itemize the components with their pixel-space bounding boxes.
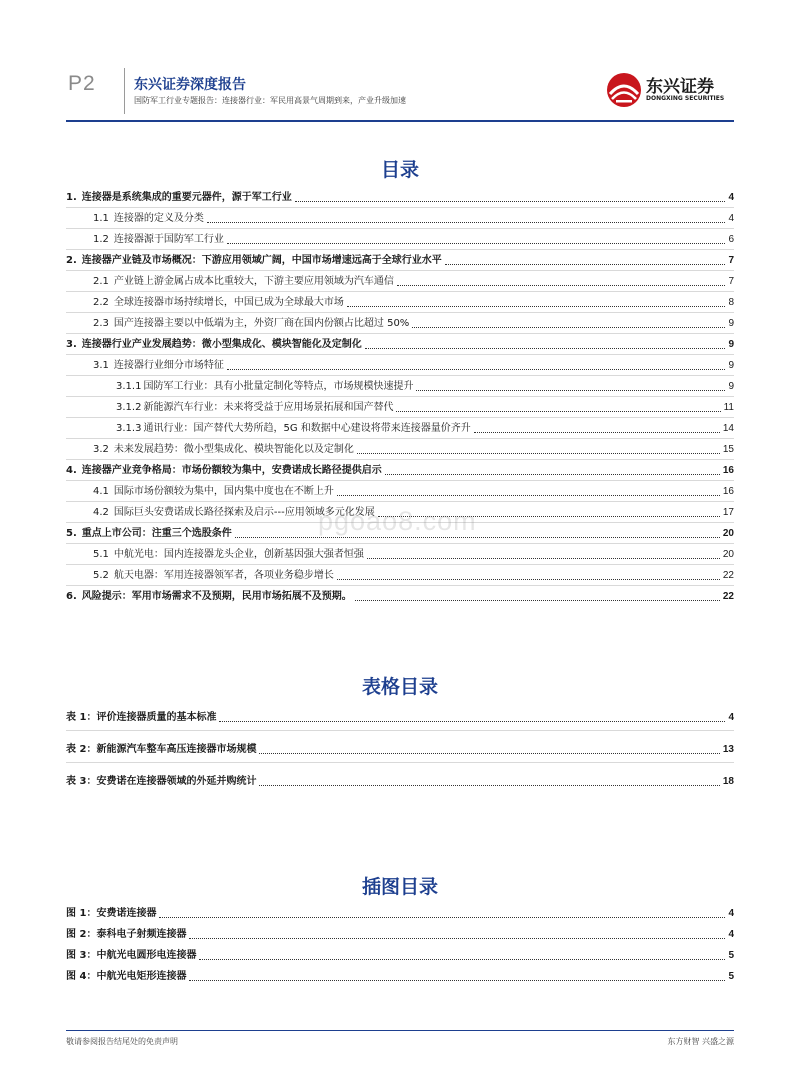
dot-leader [259,753,719,754]
toc-entry-text: 连接器行业产业发展趋势：微小型集成化、模块智能化及定制化 [81,339,362,350]
toc-entry-page: 22 [722,570,734,581]
toc-entry[interactable] [93,568,734,584]
tables-toc-title: 表格目录 [361,676,438,698]
toc-entry[interactable] [93,274,734,290]
dot-leader [445,264,726,265]
toc-entry[interactable] [93,547,734,563]
dot-leader [227,369,726,370]
toc-entry-text: 表 3：安费诺在连接器领域的外延并购统计 [66,776,257,787]
dot-leader [199,959,725,960]
dot-leader [227,243,726,244]
dot-leader [189,938,725,939]
toc-entry-text: 产业链上游金属占成本比重较大，下游主要应用领域为汽车通信 [113,276,394,287]
toc-entry-number: 5. [66,528,77,539]
toc-entry-text: 国际市场份额较为集中，国内集中度也在不断上升 [113,486,334,497]
figure-toc-entry[interactable] [66,948,734,964]
toc-entry[interactable] [93,442,734,458]
toc-title: 目录 [380,159,419,181]
report-subtitle: 国防军工行业专题报告：连接器行业：军民用高景气周期到来，产业升级加速 [134,96,406,105]
toc-entry-page: 20 [722,528,734,539]
toc-entry-page: 4 [728,213,734,224]
toc-entry-page: 7 [728,255,734,266]
toc-entry-number: 3.1.1 [116,381,142,392]
toc-entry-page: 6 [728,234,734,245]
toc-entry-page: 8 [728,297,734,308]
page-number: P2 [68,72,96,95]
figure-toc-entry[interactable] [66,927,734,943]
toc-entry[interactable] [66,463,734,479]
toc-entry[interactable] [116,400,734,416]
toc-entry-page: 4 [728,908,734,919]
toc-entry[interactable] [93,358,734,374]
dot-leader [474,432,720,433]
dot-leader [396,411,720,412]
toc-entry-text: 通讯行业：国产替代大势所趋，5G 和数据中心建设将带来连接器量价齐升 [143,423,471,434]
toc-entry-text: 连接器产业竞争格局：市场份额较为集中，安费诺成长路径提供启示 [81,465,382,476]
toc-entry-page: 20 [722,549,734,560]
row-divider [66,333,734,334]
row-divider [66,396,734,397]
toc-entry-text: 表 1：评价连接器质量的基本标准 [66,712,217,723]
toc-entry-number: 1. [66,192,77,203]
dot-leader [355,600,720,601]
toc-entry-page: 18 [722,776,734,787]
toc-entry-page: 5 [728,950,734,961]
toc-entry-text: 图 2：泰科电子射频连接器 [66,929,187,940]
row-divider [66,270,734,271]
toc-entry-text: 连接器是系统集成的重要元器件，源于军工行业 [81,192,292,203]
toc-entry[interactable] [66,253,734,269]
toc-entry-page: 9 [728,381,734,392]
dot-leader [235,537,720,538]
toc-entry[interactable] [66,337,734,353]
dot-leader [347,306,726,307]
toc-entry-text: 国际巨头安费诺成长路径探索及启示---应用领域多元化发展 [113,507,375,518]
toc-entry-page: 11 [723,402,734,413]
figures-toc-title: 插图目录 [361,876,438,898]
toc-entry-text: 全球连接器市场持续增长，中国已成为全球最大市场 [113,297,344,308]
row-divider [66,312,734,313]
dot-leader [412,327,725,328]
toc-entry-text: 图 1：安费诺连接器 [66,908,157,919]
toc-entry-number: 2. [66,255,77,266]
toc-entry-text: 重点上市公司：注重三个选股条件 [81,528,232,539]
toc-entry-text: 国防军工行业：具有小批量定制化等特点，市场规模快速提升 [143,381,414,392]
row-divider [66,762,734,763]
row-divider [66,501,734,502]
row-divider [66,480,734,481]
toc-entry-page: 9 [728,360,734,371]
toc-entry-page: 22 [722,591,734,602]
toc-entry-text: 航天电器：军用连接器领军者，各项业务稳步增长 [113,570,334,581]
footer-slogan: 东方财智 兴盛之源 [667,1037,734,1046]
row-divider [66,228,734,229]
toc-entry-number: 3.2 [93,444,109,455]
toc-entry[interactable] [66,190,734,206]
brand-title: 东兴证券深度报告 [134,77,246,93]
header-divider [124,68,125,114]
table-toc-entry[interactable] [66,774,734,790]
toc-entry-number: 3.1.3 [116,423,142,434]
toc-entry-page: 7 [728,276,734,287]
toc-entry[interactable] [93,211,734,227]
row-divider [66,207,734,208]
dongxing-logo [606,70,734,112]
row-divider [66,459,734,460]
toc-entry-text: 连接器行业细分市场特征 [113,360,224,371]
dot-leader [337,579,720,580]
toc-entry-number: 3. [66,339,77,350]
toc-entry-number: 5.1 [93,549,109,560]
toc-entry-text: 未来发展趋势：微小型集成化、模块智能化以及定制化 [113,444,354,455]
row-divider [66,249,734,250]
toc-entry[interactable] [116,421,734,437]
dot-leader [337,495,720,496]
toc-entry-page: 16 [722,465,734,476]
toc-entry-text: 图 4：中航光电矩形连接器 [66,971,187,982]
toc-entry-text: 连接器产业链及市场概况：下游应用领域广阔，中国市场增速远高于全球行业水平 [81,255,442,266]
dot-leader [365,348,726,349]
logo-english: DONGXING SECURITIES [646,95,725,102]
report-header [66,66,734,122]
toc-entry-number: 6. [66,591,77,602]
row-divider [66,354,734,355]
toc-entry-number: 5.2 [93,570,109,581]
row-divider [66,585,734,586]
table-toc-entry[interactable] [66,710,734,726]
dot-leader [207,222,726,223]
footer-rule [66,1030,734,1031]
toc-entry-text: 连接器的定义及分类 [113,213,204,224]
toc-entry-page: 16 [722,486,734,497]
toc-entry-page: 17 [722,507,734,518]
toc-entry[interactable] [93,316,734,332]
toc-entry[interactable] [66,589,734,605]
toc-entry-page: 4 [728,712,734,723]
dot-leader [295,201,726,202]
toc-entry[interactable] [93,295,734,311]
toc-entry[interactable] [116,379,734,395]
toc-entry-page: 5 [728,971,734,982]
watermark: pgoao8.com [318,506,477,536]
toc-entry-text: 图 3：中航光电圆形电连接器 [66,950,197,961]
toc-entry-number: 2.2 [93,297,109,308]
dot-leader [219,721,725,722]
toc-entry-page: 15 [722,444,734,455]
toc-entry-page: 13 [722,744,734,755]
toc-entry-text: 表 2：新能源汽车整车高压连接器市场规模 [66,744,257,755]
logo-text: 东兴证券 [646,77,714,97]
row-divider [66,375,734,376]
toc-entry-text: 中航光电：国内连接器龙头企业，创新基因强大强者恒强 [113,549,364,560]
disclaimer-note: 敬请参阅报告结尾处的免责声明 [66,1037,178,1046]
dot-leader [189,980,725,981]
toc-entry[interactable] [93,232,734,248]
toc-entry-page: 9 [728,339,734,350]
toc-entry-number: 1.1 [93,213,109,224]
table-toc-entry[interactable] [66,742,734,758]
toc-entry-page: 9 [728,318,734,329]
toc-entry-number: 4. [66,465,77,476]
toc-entry-text: 风险提示：军用市场需求不及预期，民用市场拓展不及预期。 [81,591,352,602]
toc-entry-page: 14 [722,423,734,434]
dot-leader [357,453,720,454]
toc-entry-number: 2.3 [93,318,109,329]
toc-entry[interactable] [93,484,734,500]
dot-leader [367,558,720,559]
toc-entry-number: 3.1.2 [116,402,142,413]
dot-leader [416,390,725,391]
row-divider [66,564,734,565]
row-divider [66,291,734,292]
toc-entry-number: 4.1 [93,486,109,497]
toc-entry-page: 4 [728,192,734,203]
figure-toc-entry[interactable] [66,969,734,985]
row-divider [66,417,734,418]
toc-entry-text: 连接器源于国防军工行业 [113,234,224,245]
toc-entry-number: 3.1 [93,360,109,371]
dot-leader [397,285,726,286]
dot-leader [385,474,720,475]
toc-entry-text: 新能源汽车行业：未来将受益于应用场景拓展和国产替代 [143,402,394,413]
toc-entry-number: 2.1 [93,276,109,287]
toc-entry-text: 国产连接器主要以中低端为主，外资厂商在国内份额占比超过 50% [113,318,410,329]
toc-entry-number: 4.2 [93,507,109,518]
row-divider [66,543,734,544]
row-divider [66,730,734,731]
toc-entry-number: 1.2 [93,234,109,245]
dongxing-logo-icon [606,72,642,108]
figure-toc-entry[interactable] [66,906,734,922]
row-divider [66,438,734,439]
dot-leader [159,917,725,918]
header-rule [66,120,734,122]
dot-leader [259,785,719,786]
toc-entry-page: 4 [728,929,734,940]
